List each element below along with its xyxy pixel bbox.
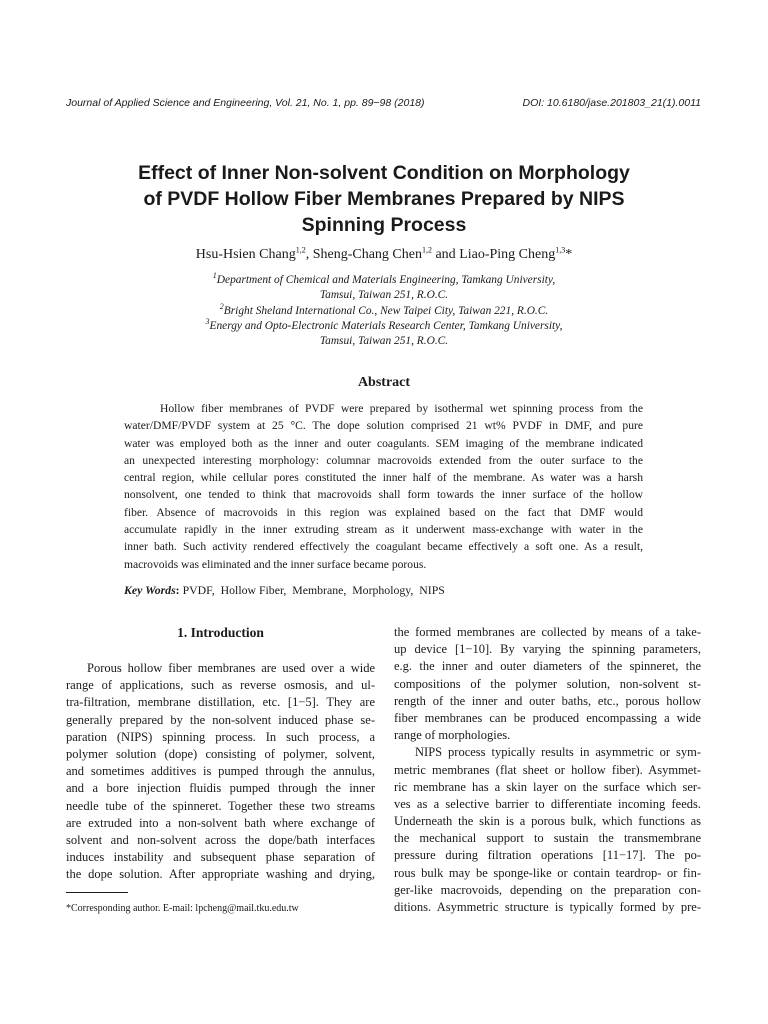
left-column: [66, 624, 375, 883]
body-line: Underneath the skin is a porous bulk, which functions as: [394, 814, 701, 829]
body-line: the formed membranes are collected by means of a take-: [394, 625, 701, 639]
paper-title: [84, 160, 684, 238]
body-line: metric membranes (flat sheet or hollow fiber). Asymmet-: [394, 762, 701, 777]
affiliation-number: 1: [212, 271, 217, 281]
body-line: NIPS process typically results in asymmetric or sym-: [415, 745, 701, 760]
journal-citation: Journal of Applied Science and Engineering, Vol. 21, No. 1, pp. 89−98 (2018): [66, 97, 425, 109]
keywords-label: Key Words: [124, 583, 176, 597]
body-paragraph: [394, 744, 701, 916]
abstract-line: water was employed both as the inner and outer coagulants. SEM imaging of the membrane indicated: [124, 436, 643, 450]
body-line: Porous hollow fiber membranes are used over a wide: [87, 661, 375, 675]
abstract-line: accumulate rapidly in the inner extruding stream as it underwent mass-exchange with water in the: [124, 523, 643, 537]
body-line: polymer solution (dope) consisting of polymer, solvent,: [66, 746, 375, 761]
abstract-line: inner bath. Such activity rendered effectively the coagulant became effectively a soft one. As a result,: [124, 540, 643, 554]
affiliation-line: [84, 288, 684, 303]
body-line: paration (NIPS) spinning process. In such process, a: [66, 729, 375, 744]
body-line: e.g. the inner and outer diameters of the spinneret, the: [394, 659, 701, 674]
body-line: needle tube of the spinneret. Together these two streams: [66, 798, 375, 813]
section-heading: 1. Introduction: [177, 625, 264, 640]
footnote-rule: [66, 892, 128, 893]
abstract-line: fiber. Absence of macrovoids in this region was explained based on the fact that DMF would: [124, 505, 643, 519]
affiliation-text: Department of Chemical and Materials Engineering, Tamkang University,: [216, 274, 556, 286]
body-line: ric membrane has a skin layer on the surface which ser-: [394, 779, 701, 794]
affiliation-text: Bright Sheland International Co., New Taipei City, Taiwan 221, R.O.C.: [223, 304, 549, 317]
affiliation-text: Tamsui, Taiwan 251, R.O.C.: [319, 335, 449, 348]
affiliations: [84, 273, 684, 349]
body-line: up device [1−10]. By varying the spinning parameters,: [394, 642, 701, 657]
author-list: [84, 246, 684, 264]
body-line: pressure during filtration operations [11−17]. The po-: [394, 848, 701, 863]
author-name: Liao-Ping Cheng: [459, 247, 556, 262]
body-line: fiber membranes can be produced encompassing a wide: [394, 710, 701, 725]
body-line: compositions of the polymer solution, non-solvent st-: [394, 676, 701, 691]
body-line: the mechanical support to sustain the transmembrane: [394, 831, 701, 846]
body-paragraph: [66, 660, 375, 883]
affiliation-text: Energy and Opto-Electronic Materials Research Center, Tamkang University,: [209, 319, 563, 332]
affiliation-number: 2: [219, 301, 224, 311]
body-line: solvent and non-solvent across the dope/bath interfaces: [66, 832, 375, 847]
doi-text: DOI: 10.6180/jase.201803_21(1).0011: [522, 97, 701, 109]
body-line: the dope solution. After appropriate washing and drying,: [66, 867, 375, 882]
body-line: rous bulk may be sponge-like or contain teardrop- or fin-: [394, 865, 701, 880]
body-paragraph: [394, 624, 701, 744]
keywords: Key Words: PVDF, Hollow Fiber, Membrane, Morphology, NIPS: [124, 583, 445, 597]
abstract-line: macrovoids was eliminated and the inner surface became porous.: [124, 557, 427, 571]
affiliation-text: Tamsui, Taiwan 251, R.O.C.: [319, 289, 449, 302]
author-separator: and: [431, 247, 460, 262]
body-line: range of morphologies.: [394, 728, 511, 743]
author-affiliation-mark: 1,2: [421, 245, 432, 255]
abstract-line: an unexpected interesting morphology: columnar macrovoids extended from the outer surface to the: [124, 453, 643, 467]
left-column-body: [66, 660, 375, 883]
author-separator: ,: [305, 247, 313, 262]
affiliation-line: [84, 301, 684, 319]
affiliation-line: [84, 273, 684, 288]
author-name: Hsu-Hsien Chang: [195, 247, 296, 262]
author-affiliation-mark: 1,2: [295, 245, 306, 255]
affiliation-line: [84, 334, 684, 349]
abstract-line: Hollow fiber membranes of PVDF were prepared by isothermal wet spinning process from the: [160, 402, 643, 415]
body-line: range of applications, such as reverse osmosis, and ul-: [66, 678, 375, 693]
author-affiliation-mark: 1,3: [555, 245, 566, 255]
affiliation-number: 3: [205, 317, 210, 327]
affiliation-line: [84, 319, 684, 334]
corresponding-mark: *: [565, 247, 573, 262]
right-column: [394, 624, 701, 916]
body-line: ves as a selective barrier to differentiate incoming feeds.: [394, 796, 701, 811]
running-head: [66, 96, 701, 110]
abstract-line: water/DMF/PVDF system at 25 °C. The dope solution comprised 21 wt% PVDF in DMF, and pure: [124, 419, 643, 433]
title-line: Spinning Process: [301, 214, 467, 236]
body-line: and a bore injection fluidis pumped through the inner: [66, 781, 375, 796]
footnote: *Corresponding author. E-mail: lpcheng@mail.tku.edu.tw: [66, 903, 299, 914]
title-line: of PVDF Hollow Fiber Membranes Prepared by NIPS: [143, 188, 625, 210]
keywords-text: PVDF, Hollow Fiber, Membrane, Morphology, NIPS: [182, 583, 445, 597]
body-line: ditions. Asymmetric structure is typically formed by pre-: [394, 900, 701, 914]
abstract-line: central region, while cellular pores constituted the inner half of the membrane. As water was a harsh: [124, 471, 643, 485]
abstract-line: nonsolvent, one tended to think that macrovoids shall form towards the inner surface of the hollow: [124, 488, 643, 502]
abstract-heading: Abstract: [357, 375, 411, 390]
body-line: are extruded into a non-solvent bath where exchange of: [66, 815, 375, 830]
abstract-body: [124, 400, 643, 573]
right-column-body: [394, 624, 701, 916]
body-line: ger-like macrovoids, depending on the preparation con-: [394, 882, 701, 897]
author-name: Sheng-Chang Chen: [312, 247, 422, 262]
body-line: rength of the inner and outer baths, etc., porous hollow: [394, 693, 701, 708]
body-line: generally prepared by the non-solvent induced phase se-: [66, 712, 375, 727]
title-line: Effect of Inner Non-solvent Condition on Morphology: [138, 162, 630, 184]
body-line: tra-filtration, membrane distillation, etc. [1−5]. They are: [66, 695, 375, 710]
body-line: induces instability and subsequent phase separation of: [66, 850, 375, 865]
body-line: and sometimes additives is pumped through the annulus,: [66, 764, 375, 779]
